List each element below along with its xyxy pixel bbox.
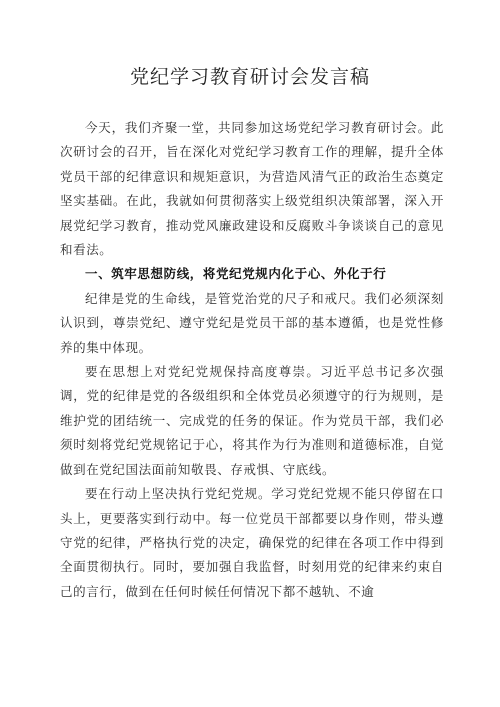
paragraph: 纪律是党的生命线，是管党治党的尺子和戒尺。我们必须深刻认识到，尊崇党纪、遵守党纪是党员干部的基本遵循，也是党性修养的集中体现。: [60, 290, 444, 355]
paragraph: 要在思想上对党纪党规保持高度尊崇。习近平总书记多次强调，党的纪律是党的各级组织和全体党员必须遵守的行为规则，是维护党的团结统一、完成党的任务的保证。作为党员干部，我们必须时刻将党纪党规铭记于心，将其作为行为准则和道德标准，自觉做到在党纪国法面前知敬畏、存戒惧、守底线。: [60, 364, 444, 477]
paragraph: 要在行动上坚决执行党纪党规。学习党纪党规不能只停留在口头上，更要落实到行动中。每一位党员干部都要以身作则，带头遵守党的纪律，严格执行党的决定，确保党的纪律在各项工作中得到全面贯彻执行。同时，要加强自我监督，时刻用党的纪律来约束自己的言行，做到在任何时候任何情况下都不越轨、不逾: [60, 486, 444, 599]
section-heading: 一、筑牢思想防线，将党纪党规内化于心、外化于行: [85, 266, 387, 282]
document-body: [60, 116, 444, 604]
document-title: 党纪学习教育研讨会发言稿: [129, 66, 370, 88]
intro-paragraph: 今天，我们齐聚一堂，共同参加这场党纪学习教育研讨会。此次研讨会的召开，旨在深化对党纪学习教育工作的理解，提升全体党员干部的纪律意识和规矩意识，为营造风清气正的政治生态奠定坚实基础。在此，我就如何贯彻落实上级党组织决策部署，深入开展党纪学习教育，推动党风廉政建设和反腐败斗争谈谈自己的意见和看法。: [60, 120, 444, 258]
